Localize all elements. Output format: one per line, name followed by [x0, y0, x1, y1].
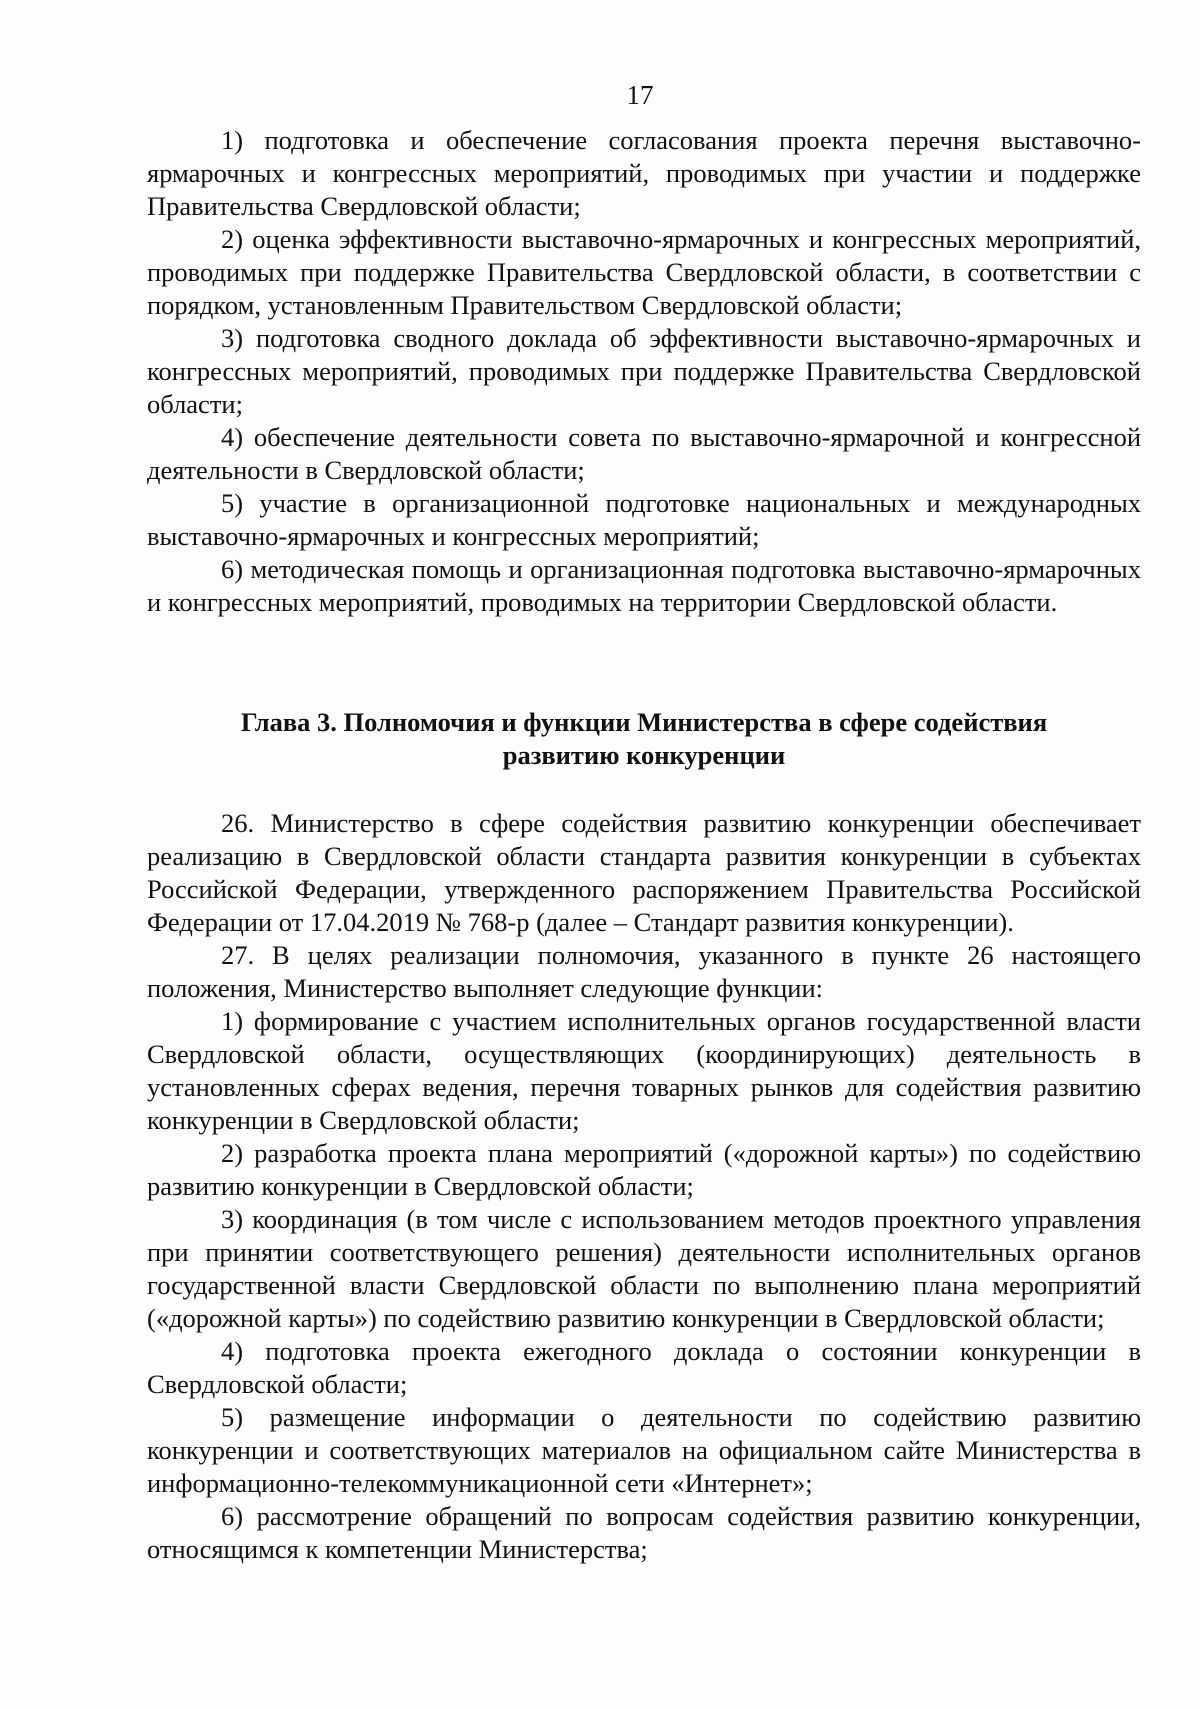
- list-item: 3) подготовка сводного доклада об эффективности выставочно-ярмарочных и конгрессных мероприятий, проводимых при поддержке Правительства Свердловской области;: [147, 323, 1141, 419]
- list-item: 5) размещение информации о деятельности по содействию развитию конкуренции и соответствующих материалов на официальном сайте Министерства в информационно-телекоммуникационной сети «Интернет»;: [147, 1402, 1141, 1498]
- list-item: 1) подготовка и обеспечение согласования проекта перечня выставочно-ярмарочных и конгрессных мероприятий, проводимых при участии и поддержке Правительства Свердловской области;: [147, 125, 1141, 221]
- list-item: 4) подготовка проекта ежегодного доклада о состоянии конкуренции в Свердловской области;: [147, 1336, 1141, 1399]
- chapter-heading-line-1: Глава 3. Полномочия и функции Министерства в сфере содействия: [240, 707, 1048, 737]
- chapter-heading-line-2: развитию конкуренции: [502, 740, 786, 770]
- list-item: 6) методическая помощь и организационная подготовка выставочно-ярмарочных и конгрессных мероприятий, проводимых на территории Свердловской области.: [147, 554, 1141, 617]
- list-item: 1) формирование с участием исполнительных органов государственной власти Свердловской области, осуществляющих (координирующих) деятельность в установленных сферах ведения, перечня товарных рынков для содействия развитию конкуренции в Свердловской области;: [147, 1006, 1141, 1135]
- paragraph: 26. Министерство в сфере содействия развитию конкуренции обеспечивает реализацию в Свердловской области стандарта развития конкуренции в субъектах Российской Федерации, утвержденного распоряжением Правительства Российской Федерации от 17.04.2019 № 768-р (далее – Стандарт развития конкуренции).: [147, 808, 1141, 937]
- paragraph: 27. В целях реализации полномочия, указанного в пункте 26 настоящего положения, Министерство выполняет следующие функции:: [147, 940, 1141, 1003]
- list-item: 4) обеспечение деятельности совета по выставочно-ярмарочной и конгрессной деятельности в Свердловской области;: [147, 422, 1141, 485]
- chapter-heading: [147, 706, 1141, 772]
- list-item: 2) разработка проекта плана мероприятий («дорожной карты») по содействию развитию конкуренции в Свердловской области;: [147, 1138, 1141, 1201]
- functions-list-top: [147, 124, 1141, 619]
- list-item: 3) координация (в том числе с использованием методов проектного управления при принятии соответствующего решения) деятельности исполнительных органов государственной власти Свердловской области по выполнению плана мероприятий («дорожной карты») по содействию развитию конкуренции в Свердловской области;: [147, 1204, 1141, 1333]
- list-item: 2) оценка эффективности выставочно-ярмарочных и конгрессных мероприятий, проводимых при поддержке Правительства Свердловской области, в соответствии с порядком, установленным Правительством Свердловской области;: [147, 224, 1141, 320]
- list-item: 5) участие в организационной подготовке национальных и международных выставочно-ярмарочных и конгрессных мероприятий;: [147, 488, 1141, 551]
- page-number: 17: [626, 80, 654, 110]
- chapter-body: [147, 807, 1141, 1566]
- list-item: 6) рассмотрение обращений по вопросам содействия развитию конкуренции, относящимся к компетенции Министерства;: [147, 1501, 1141, 1564]
